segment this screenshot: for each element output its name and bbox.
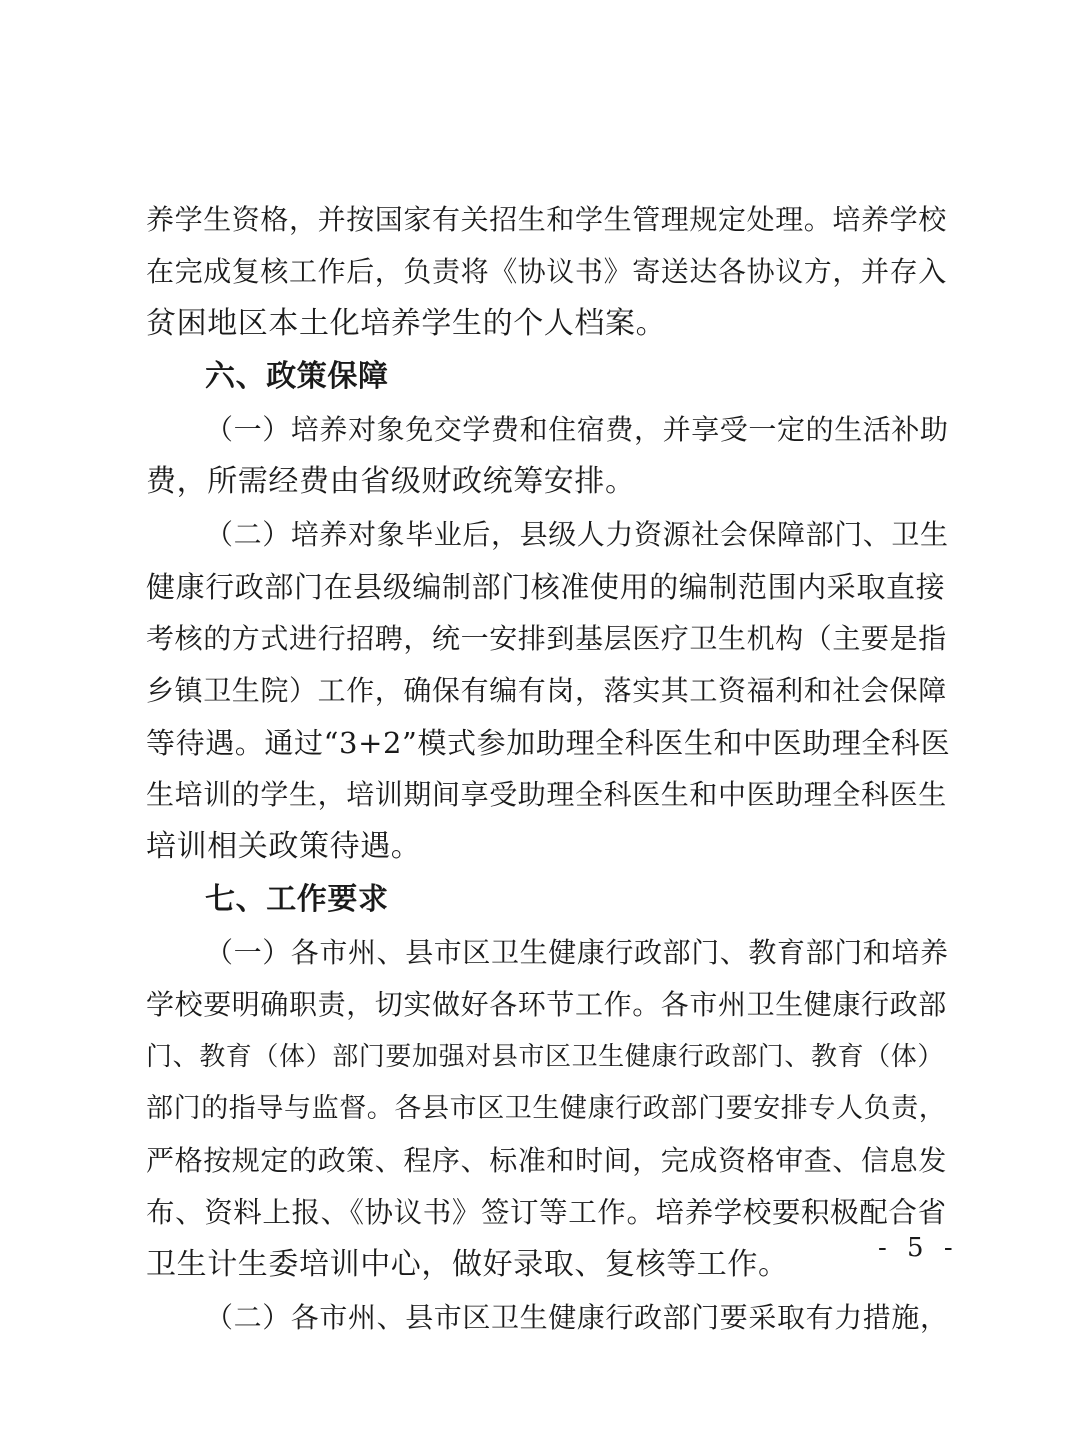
- body-text-line: 严格按规定的政策、程序、标准和时间，完成资格审查、信息发: [146, 1144, 947, 1177]
- body-text-line: 等待遇。通过“3+2”模式参加助理全科医生和中医助理全科医: [146, 726, 951, 760]
- body-text-line: 费，所需经费由省级财政统筹安排。: [146, 464, 636, 499]
- body-text-line: 在完成复核工作后，负责将《协议书》寄送达各协议方，并存入: [146, 255, 947, 288]
- section-heading: 七、工作要求: [205, 882, 389, 917]
- body-text-line: （一）各市州、县市区卫生健康行政部门、教育部门和培养: [205, 936, 949, 969]
- section-heading: 六、政策保障: [205, 359, 389, 394]
- body-text-line: 考核的方式进行招聘，统一安排到基层医疗卫生机构（主要是指: [146, 622, 947, 655]
- body-text-line: 布、资料上报、《协议书》签订等工作。培养学校要积极配合省: [146, 1196, 947, 1229]
- body-text-line: 门、教育（体）部门要加强对县市区卫生健康行政部门、教育（体）: [146, 1042, 945, 1072]
- body-text-line: 乡镇卫生院）工作，确保有编有岗，落实其工资福利和社会保障: [146, 674, 947, 707]
- body-text-line: 生培训的学生，培训期间享受助理全科医生和中医助理全科医生: [146, 778, 947, 811]
- body-text-line: 卫生计生委培训中心，做好录取、复核等工作。: [146, 1247, 789, 1282]
- body-text-line: 学校要明确职责，切实做好各环节工作。各市州卫生健康行政部: [146, 988, 947, 1021]
- body-text-line: （二）各市州、县市区卫生健康行政部门要采取有力措施，: [205, 1301, 949, 1334]
- body-text-line: 健康行政部门在县级编制部门核准使用的编制范围内采取直接: [146, 570, 946, 604]
- body-text-line: （一）培养对象免交学费和住宿费，并享受一定的生活补助: [205, 413, 949, 446]
- body-text-line: 养学生资格，并按国家有关招生和学生管理规定处理。培养学校: [146, 203, 947, 236]
- body-text-line: 贫困地区本土化培养学生的个人档案。: [146, 306, 667, 341]
- body-text-line: （二）培养对象毕业后，县级人力资源社会保障部门、卫生: [205, 518, 949, 551]
- page-number: - 5 -: [878, 1233, 959, 1263]
- body-text-line: 培训相关政策待遇。: [146, 829, 422, 864]
- body-text-line: 部门的指导与监督。各县市区卫生健康行政部门要安排专人负责，: [146, 1093, 947, 1124]
